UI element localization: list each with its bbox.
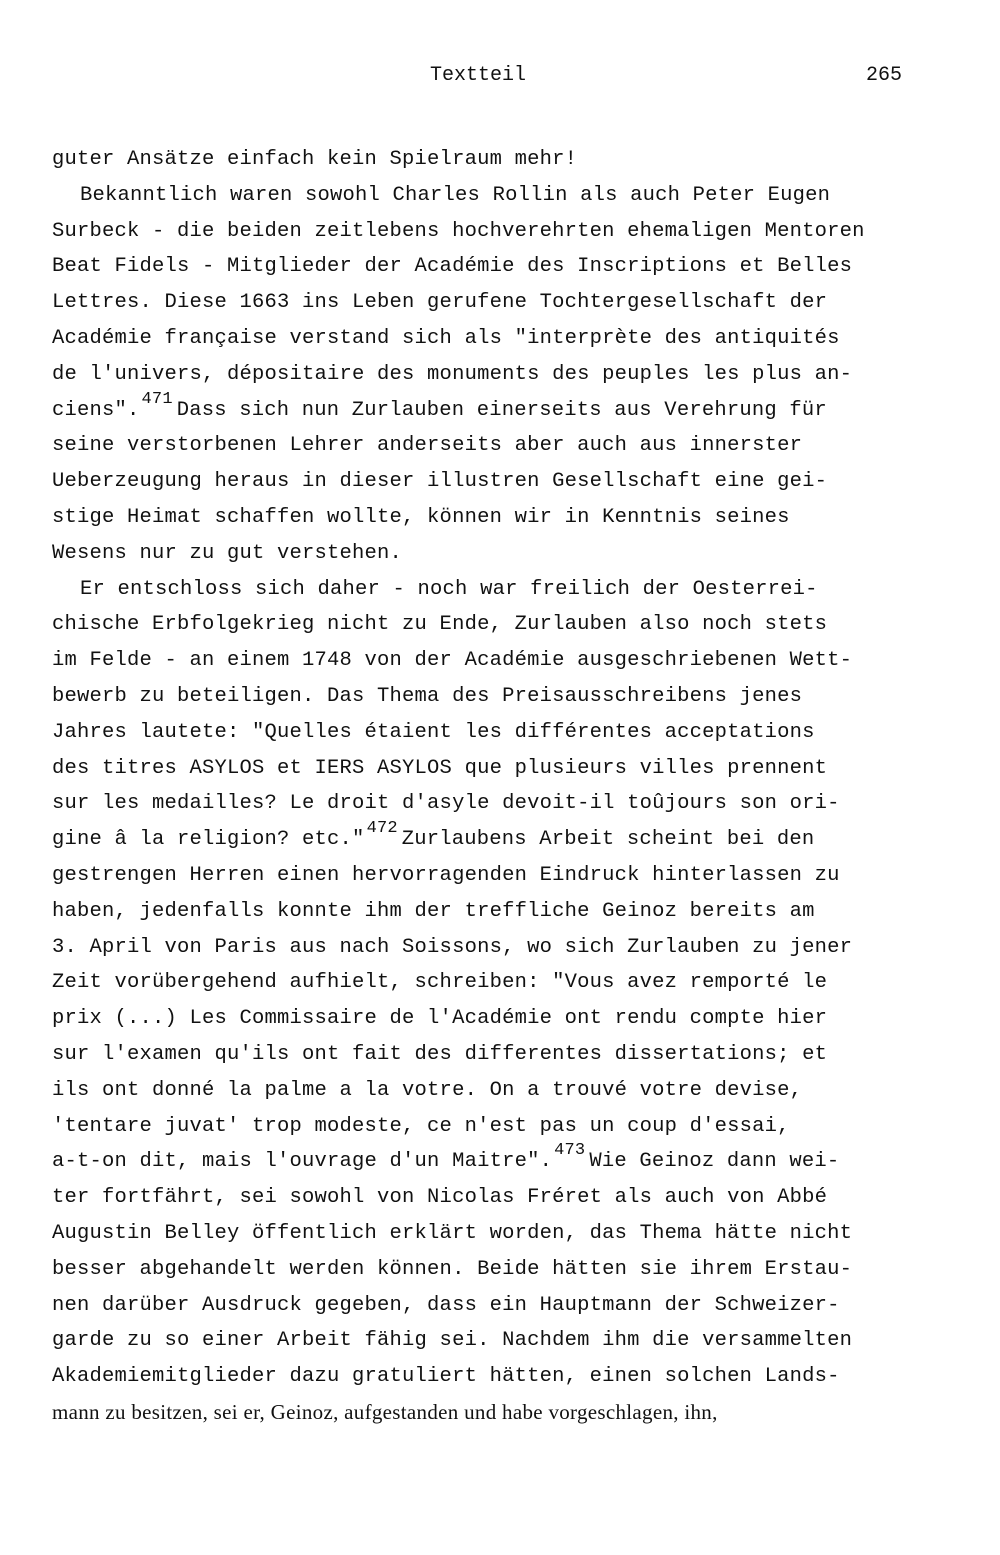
text-segment: gine â la religion? etc." <box>52 828 365 852</box>
text-line: Jahres lautete: "Quelles étaient les différentes acceptations <box>52 720 815 744</box>
text-line: ils ont donné la palme a la votre. On a trouvé votre devise, <box>52 1078 803 1102</box>
text-line: Académie française verstand sich als "interprète des antiquités <box>52 326 840 350</box>
text-line: Surbeck - die beiden zeitlebens hochverehrten ehemaligen Mentoren <box>52 219 865 243</box>
text-line <box>52 819 952 858</box>
text-line: Ueberzeugung heraus in dieser illustren Gesellschaft eine gei- <box>52 470 828 494</box>
text-segment: Wie Geinoz dann wei- <box>589 1150 840 1174</box>
text-line: Bekanntlich waren sowohl Charles Rollin als auch Peter Eugen <box>80 183 831 207</box>
text-line: garde zu so einer Arbeit fähig sei. Nachdem ihm die versammelten <box>52 1329 853 1353</box>
text-line: 'tentare juvat' trop modeste, ce n'est pas un coup d'essai, <box>52 1114 790 1138</box>
footnote-marker: 472 <box>366 819 398 839</box>
footnote-marker: 473 <box>554 1141 586 1161</box>
text-line: guter Ansätze einfach kein Spielraum mehr! <box>52 148 578 171</box>
text-line: ter fortfährt, sei sowohl von Nicolas Fréret als auch von Abbé <box>52 1186 828 1210</box>
page-number: 265 <box>866 64 903 87</box>
text-line: Beat Fidels - Mitglieder der Académie des Inscriptions et Belles <box>52 255 853 279</box>
footnote-marker: 471 <box>141 389 173 409</box>
text-line: stige Heimat schaffen wollte, können wir in Kenntnis seines <box>52 505 790 529</box>
page-header <box>0 64 1000 94</box>
text-line: chische Erbfolgekrieg nicht zu Ende, Zurlauben also noch stets <box>52 613 828 637</box>
text-line: Lettres. Diese 1663 ins Leben gerufene Tochtergesellschaft der <box>52 291 828 315</box>
running-title: Textteil <box>430 64 527 87</box>
text-line: de l'univers, dépositaire des monuments des peuples les plus an- <box>52 362 853 386</box>
text-line: haben, jedenfalls konnte ihm der treffliche Geinoz bereits am <box>52 899 815 923</box>
text-line: 3. April von Paris aus nach Soissons, wo sich Zurlauben zu jener <box>52 935 853 959</box>
text-line: prix (...) Les Commissaire de l'Académie ont rendu compte hier <box>52 1007 828 1031</box>
text-line: Zeit vorübergehend aufhielt, schreiben: "Vous avez remporté le <box>52 971 828 995</box>
text-line: des titres ASYLOS et IERS ASYLOS que plusieurs villes prennent <box>52 756 828 780</box>
text-line: Er entschloss sich daher - noch war freilich der Oesterrei- <box>80 577 818 601</box>
text-line <box>52 389 952 429</box>
text-segment: a-t-on dit, mais l'ouvrage d'un Maitre". <box>52 1150 553 1174</box>
text-line: gestrengen Herren einen hervorragenden Eindruck hinterlassen zu <box>52 863 840 887</box>
text-line: Akademiemitglieder dazu gratuliert hätten, einen solchen Lands- <box>52 1365 840 1389</box>
text-line: bewerb zu beteiligen. Das Thema des Preisausschreibens jenes <box>52 684 803 708</box>
text-line: im Felde - an einem 1748 von der Académie ausgeschriebenen Wett- <box>52 649 853 673</box>
text-line: sur les medailles? Le droit d'asyle devoit-il toûjours son ori- <box>52 792 840 816</box>
body-text <box>52 142 952 1431</box>
text-line: sur l'examen qu'ils ont fait des differentes dissertations; et <box>52 1042 828 1066</box>
text-line: besser abgehandelt werden können. Beide hätten sie ihrem Erstau- <box>52 1257 853 1281</box>
text-line: mann zu besitzen, sei er, Geinoz, aufgestanden und habe vorgeschlagen, ihn, <box>52 1399 718 1424</box>
text-line: seine verstorbenen Lehrer anderseits aber auch aus innerster <box>52 434 803 458</box>
text-line: Augustin Belley öffentlich erklärt worden, das Thema hätte nicht <box>52 1221 853 1245</box>
text-segment: Zurlaubens Arbeit scheint bei den <box>401 828 815 852</box>
text-segment: ciens". <box>52 398 140 422</box>
text-segment: Dass sich nun Zurlauben einerseits aus Verehrung für <box>176 398 827 422</box>
text-line: nen darüber Ausdruck gegeben, dass ein Hauptmann der Schweizer- <box>52 1293 840 1317</box>
text-line <box>52 1141 952 1180</box>
text-line: Wesens nur zu gut verstehen. <box>52 541 403 565</box>
